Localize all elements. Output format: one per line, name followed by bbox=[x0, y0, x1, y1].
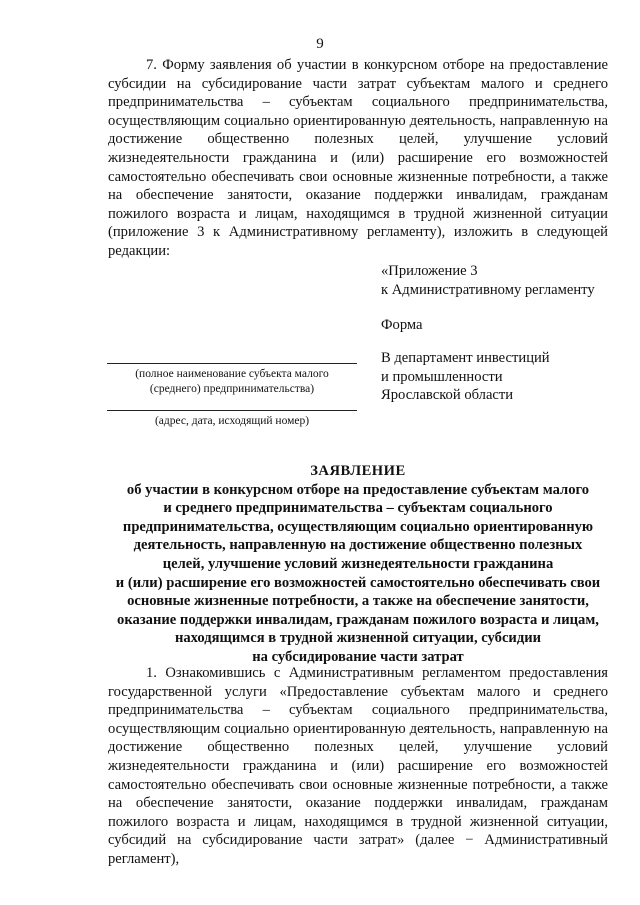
name-caption bbox=[107, 367, 357, 397]
paragraph-7: 7. Форму заявления об участии в конкурсном отборе на предоставление субсидии на субсидирование части затрат субъектам малого и среднего предпринимательства – субъектам социального предпринимательства, осуществляющим социально ориентированную деятельность, направленную на достижение общественно полезных целей, улучшение условий жизнедеятельности гражданина и (или) расширение его возможностей самостоятельно обеспечивать свои основные жизненные потребности, а также на обеспечение занятости, оказание поддержки инвалидам, гражданам пожилого возраста и лицам, находящимся в трудной жизненной ситуации (приложение 3 к Административному регламенту), изложить в следующей редакции: bbox=[108, 57, 608, 259]
appendix-reference bbox=[381, 262, 621, 299]
appendix-line-2: к Административному регламенту bbox=[381, 281, 595, 298]
name-signature-line bbox=[107, 363, 357, 364]
title-line: оказание поддержки инвалидам, гражданам пожилого возраста и лицам, bbox=[117, 611, 599, 628]
addressee-line-2: и промышленности bbox=[381, 368, 503, 385]
title-heading: ЗАЯВЛЕНИЕ bbox=[310, 463, 406, 479]
application-title bbox=[108, 462, 608, 667]
address-signature-line bbox=[107, 410, 357, 411]
title-line: на субсидирование части затрат bbox=[252, 648, 464, 665]
name-caption-line-2: (среднего) предпринимательства) bbox=[149, 383, 315, 395]
addressee-block bbox=[381, 349, 621, 405]
addressee-line-3: Ярославской области bbox=[381, 387, 514, 404]
title-line: и среднего предпринимательства – субъектам социального bbox=[163, 500, 553, 517]
title-line: основные жизненные потребности, а также на обеспечение занятости, bbox=[127, 593, 589, 610]
form-label: Форма bbox=[381, 317, 423, 333]
title-line: деятельность, направленную на достижение общественно полезных bbox=[133, 537, 583, 554]
title-line: предпринимательства, осуществляющим социально ориентированную bbox=[122, 518, 594, 535]
appendix-line-1: «Приложение 3 bbox=[381, 263, 478, 279]
title-line: находящимся в трудной жизненной ситуации, субсидии bbox=[174, 630, 542, 647]
addressee-line-1: В департамент инвестиций bbox=[381, 350, 550, 366]
name-caption-line-1: (полное наименование субъекта малого bbox=[135, 368, 329, 380]
address-caption: (адрес, дата, исходящий номер) bbox=[154, 415, 310, 427]
paragraph-1: 1. Ознакомившись с Административным регламентом предоставления государственной услуги «Предоставление субъектам малого и среднего предпринимательства – субъектам социального предпринимательства, осуществляющим социально ориентированную деятельность, направленную на достижение общественно полезных целей, улучшение условий жизнедеятельности гражданина и (или) расширение его возможностей самостоятельно обеспечивать свои основные жизненные потребности, а также на обеспечение занятости, оказание поддержки инвалидам, гражданам пожилого возраста и лицам, находящимся в трудной жизненной ситуации, субсидий на субсидирование части затрат» (далее − Административный регламент), bbox=[108, 665, 608, 867]
page-number: 9 bbox=[316, 36, 324, 52]
title-line: об участии в конкурсном отборе на предоставление субъектам малого bbox=[126, 481, 590, 498]
title-line: целей, улучшение условий жизнедеятельности гражданина bbox=[162, 555, 554, 572]
title-line: и (или) расширение его возможностей самостоятельно обеспечивать свои bbox=[115, 574, 601, 591]
